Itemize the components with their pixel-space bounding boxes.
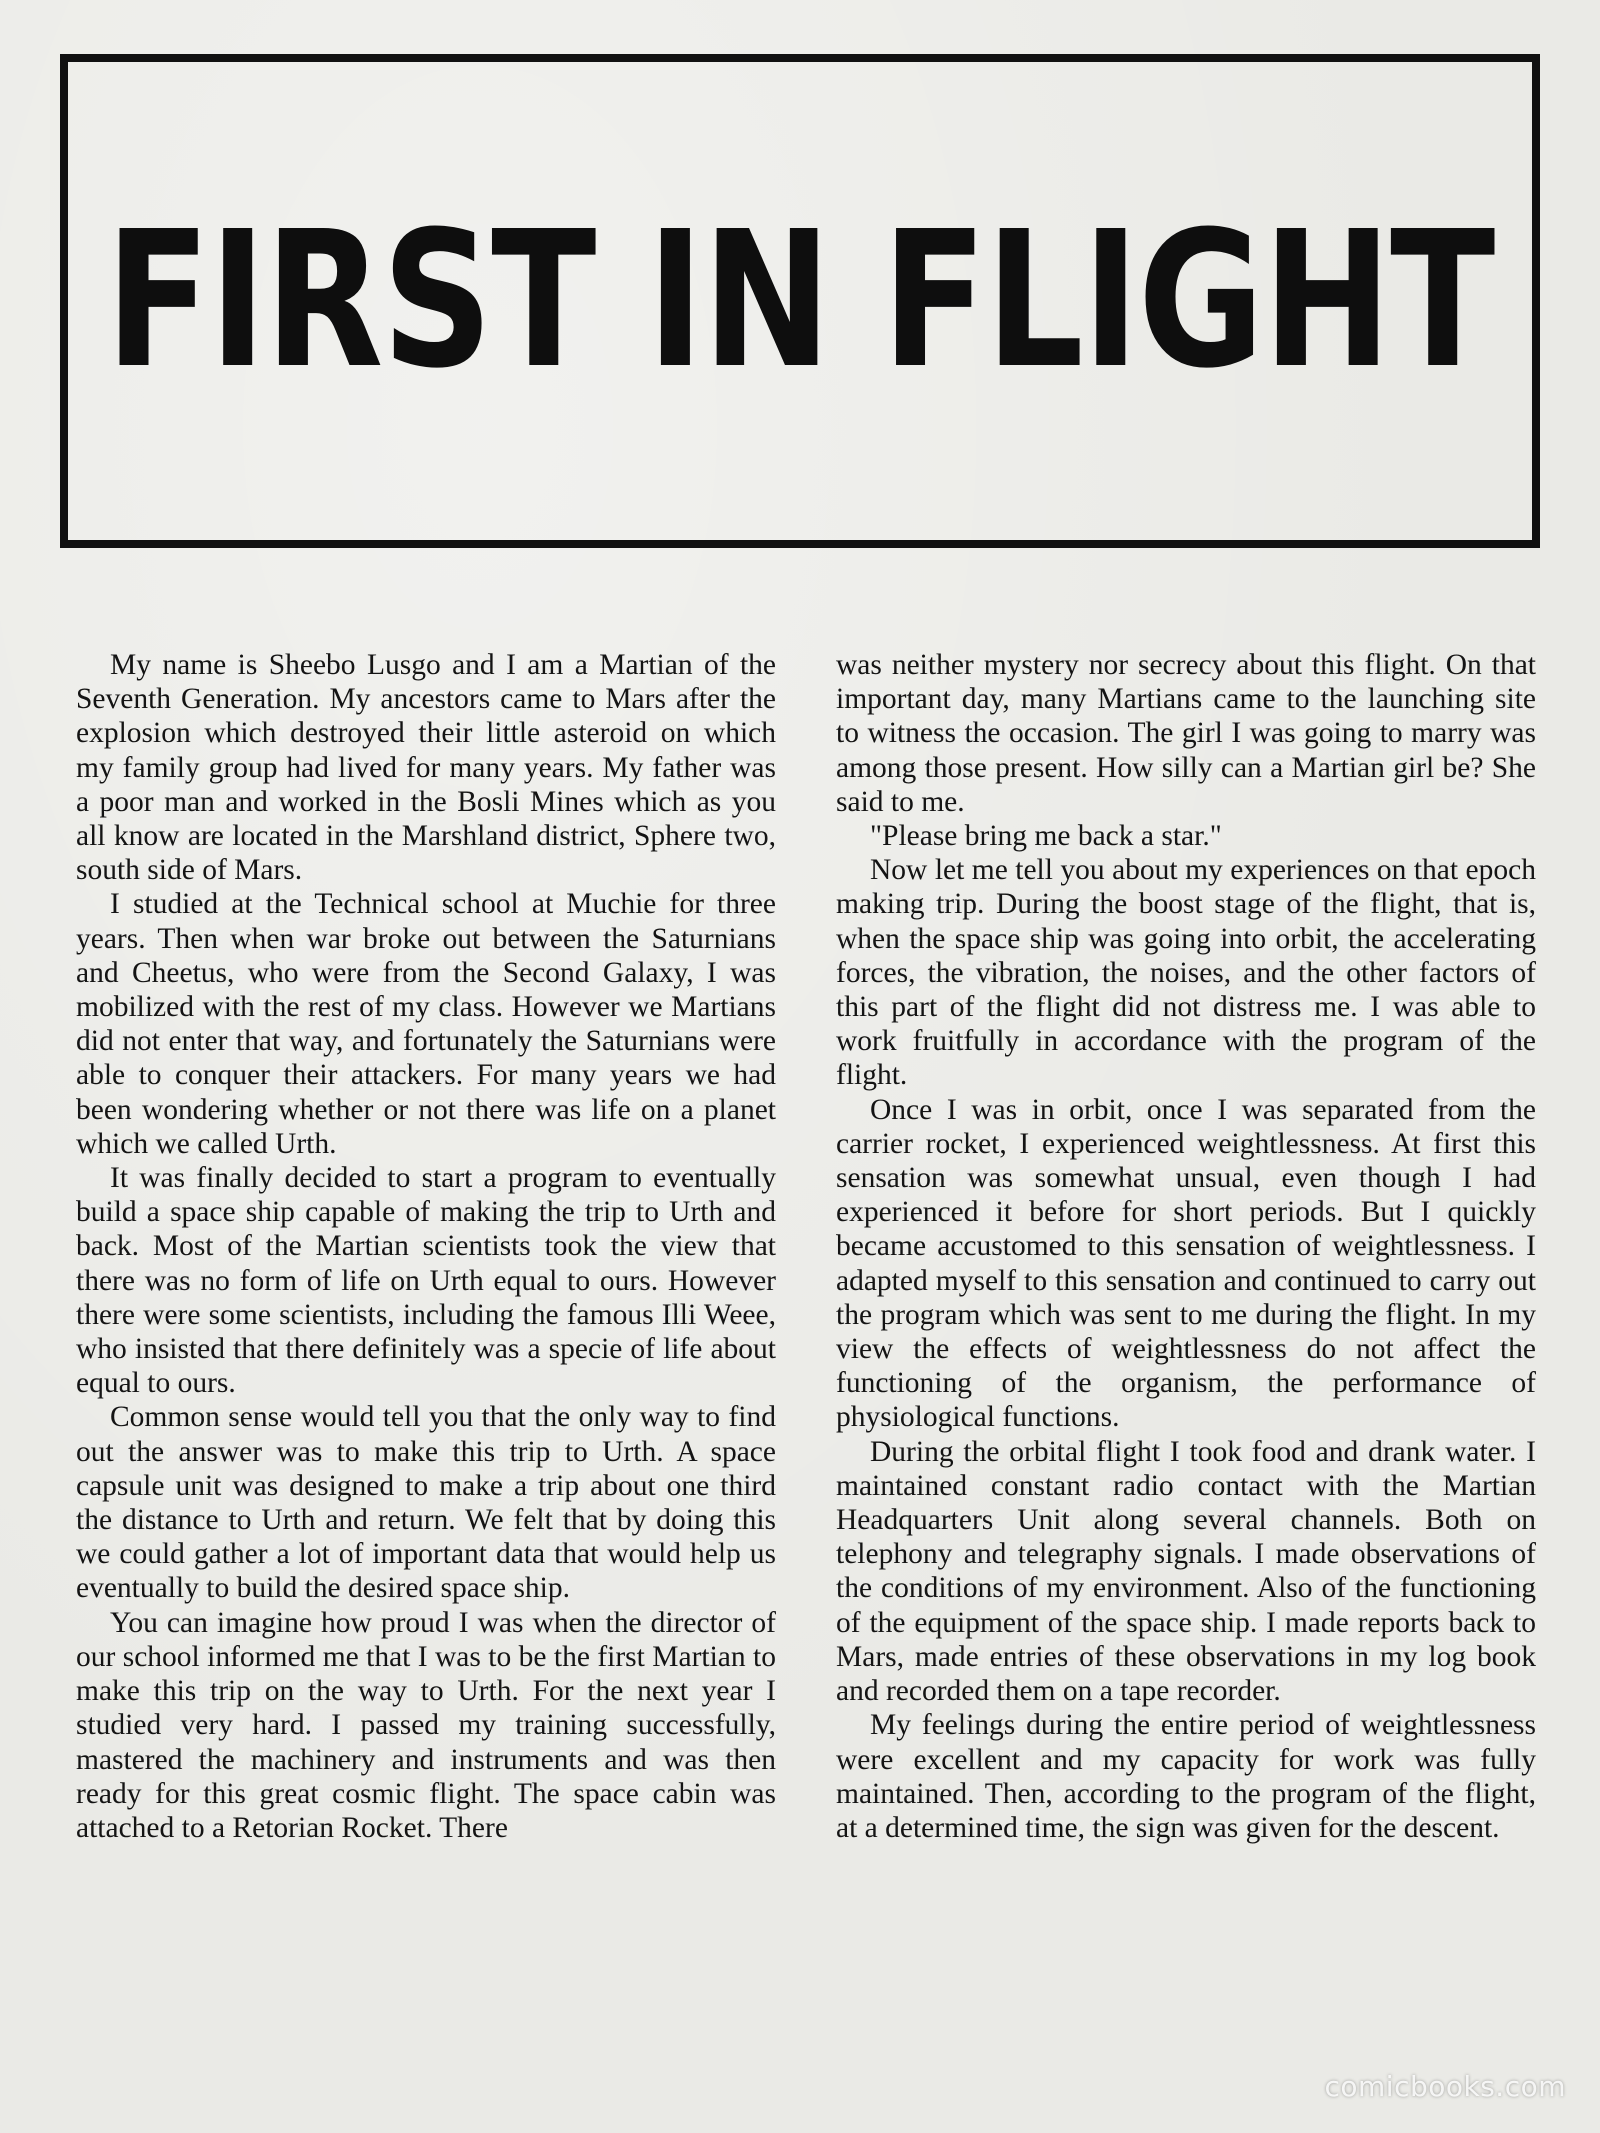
paragraph: Common sense would tell you that the only way to find out the answer was to make this trip to Urth. A space capsule unit was designed to make a trip about one third the distance to Urth and return. We felt that by doing this we could gather a lot of important data that would help us eventually to build the desired space ship. <box>76 1401 776 1605</box>
paragraph: Now let me tell you about my experiences on that epoch making trip. During the boost stage of the flight, that is, when the space ship was going into orbit, the accelerating forces, the vibration, the noises, and the other factors of this part of the flight did not distress me. I was able to work fruitfully in accordance with the program of the flight. <box>836 854 1536 1092</box>
paragraph: My feelings during the entire period of weightlessness were excellent and my capacity for work was fully maintained. Then, according to the program of the flight, at a determined time, the sign was given for the descent. <box>836 1709 1536 1844</box>
site-watermark: comicbooks.com <box>1324 2070 1566 2103</box>
paragraph: During the orbital flight I took food and drank water. I maintained constant radio contact with the Martian Headquarters Unit along several channels. Both on telephony and telegraphy signals. I made observations of the conditions of my environment. Also of the functioning of the equipment of the space ship. I made reports back to Mars, made entries of these observations in my log book and recorded them on a tape recorder. <box>836 1435 1536 1708</box>
paragraph: I studied at the Technical school at Muchie for three years. Then when war broke out between the Saturnians and Cheetus, who were from the Second Galaxy, I was mobilized with the rest of my class. However we Martians did not enter that way, and fortunately the Saturnians were able to conquer their attackers. For many years we had been wondering whether or not there was life on a planet which we called Urth. <box>76 888 776 1160</box>
text-columns <box>76 648 1536 2088</box>
paragraph: was neither mystery nor secrecy about this flight. On that important day, many Martians came to the launching site to witness the occasion. The girl I was going to marry was among those present. How silly can a Martian girl be? She said to me. <box>836 649 1536 818</box>
paragraph: "Please bring me back a star." <box>870 820 1222 853</box>
story-title: FIRST IN FLIGHT <box>105 191 1495 410</box>
paragraph: It was finally decided to start a program to eventually build a space ship capable of making the trip to Urth and back. Most of the Martian scientists took the view that there was no form of life on Urth equal to ours. However there were some scientists, including the famous Illi Weee, who insisted that there definitely was a specie of life about equal to ours. <box>76 1162 776 1400</box>
right-column <box>836 648 1536 2088</box>
left-column <box>76 648 776 2088</box>
title-box <box>60 54 1540 548</box>
paragraph: Once I was in orbit, once I was separated from the carrier rocket, I experienced weightlessness. At first this sensation was somewhat unsual, even though I had experienced it before for short periods. But I quickly became accustomed to this sensation of weightlessness. I adapted myself to this sensation and continued to carry out the program which was sent to me during the flight. In my view the effects of weightlessness do not affect the functioning of the organism, the performance of physiological functions. <box>836 1093 1536 1434</box>
paragraph: My name is Sheebo Lusgo and I am a Martian of the Seventh Generation. My ancestors came to Mars after the explosion which destroyed their little asteroid on which my family group had lived for many years. My father was a poor man and worked in the Bosli Mines which as you all know are located in the Marshland district, Sphere two, south side of Mars. <box>76 649 776 887</box>
paragraph: You can imagine how proud I was when the director of our school informed me that I was to be the first Martian to make this trip on the way to Urth. For the next year I studied very hard. I passed my training successfully, mastered the machinery and instruments and was then ready for this great cosmic flight. The space cabin was attached to a Retorian Rocket. There <box>76 1606 776 1844</box>
